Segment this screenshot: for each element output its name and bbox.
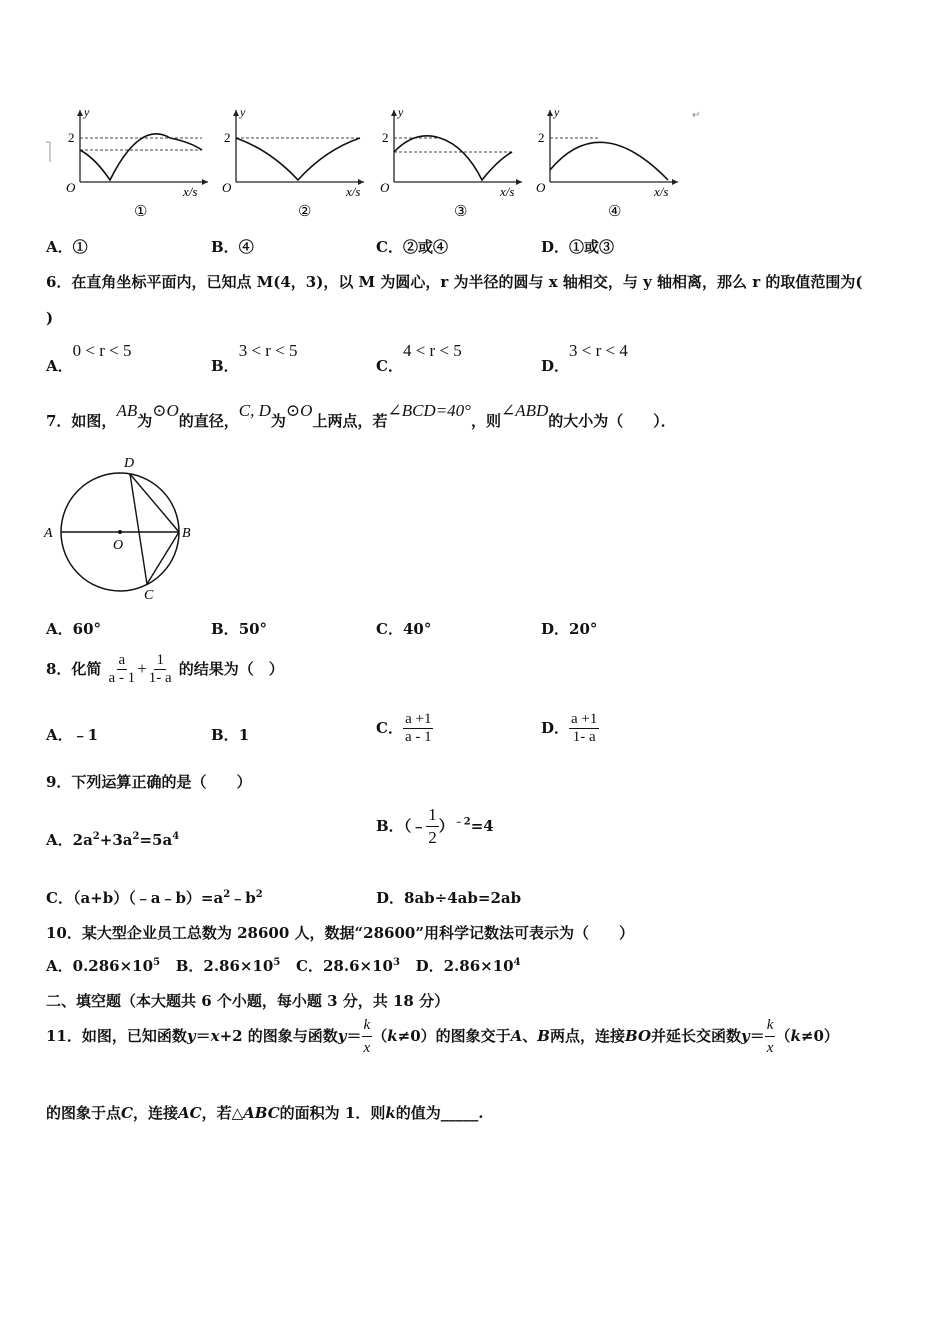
q8-option-d[interactable]: D． $\frac{a +1}{1- a}$ [541,711,598,745]
tick-2-label-1: 2 [68,130,75,145]
label-c: C [144,588,154,603]
q6-option-c[interactable]: C．4 < r < 5 [376,341,462,375]
q10-option-a[interactable]: A．$0.286\times 10^5$ [46,957,161,975]
origin-label-2: O [222,180,232,195]
q7-option-a[interactable]: A．60° [46,620,102,638]
q7-stem: 7．如图，AB为⊙O的直径，C, D为⊙O上两点，若∠BCD=40°，则∠ABD的大小为（ ）． [46,401,676,430]
graph-label-3: ③ [454,204,468,220]
axis-y-label-2: y [240,105,246,119]
q5-graphs [40,100,700,225]
q8-option-c[interactable]: C． $\frac{a +1}{a - 1}$ [376,711,432,745]
q7-figure [40,452,200,616]
section-2-heading: 二、填空题（本大题共 6 个小题，每小题 3 分，共 18 分） [46,992,450,1010]
q7-option-d[interactable]: D．20° [541,620,598,638]
return-mark: ↵ [692,110,700,121]
graph-3 [380,105,522,220]
q9-option-b[interactable]: B．（﹣ $\frac{1}{2}$ ）$^{﹣2}$=4 [376,805,494,847]
graph-label-2: ② [298,204,312,220]
q8-fraction-1: $\frac{a}{a - 1}$ [108,652,136,686]
q6-stem-line2: ) [46,309,54,327]
q9-option-c[interactable]: C．$(a+b)(﹣a﹣b)=a^2﹣b^2$ [46,889,263,907]
label-o: O [113,538,124,553]
tick-2-label-4: 2 [538,130,545,145]
q5-option-d[interactable]: D．①或③ [541,238,615,256]
q5-option-a[interactable]: A．① [46,238,88,256]
q11-fraction-2: $\frac{k}{x}$ [765,1014,776,1059]
tick-2-label-2: 2 [224,130,231,145]
graph-label-4: ④ [608,204,622,220]
q5-graphs-svg [40,100,700,225]
label-a: A [44,526,53,541]
q10-stem: 10．某大型企业员工总数为 28600 人，数据“28600”用科学记数法可表示为（ ） [46,924,634,942]
origin-label-4: O [536,180,546,195]
axis-y-label-1: y [84,105,90,119]
q8-stem: 8．化简 $\frac{a}{a - 1}$ + $\frac{1}{1- a}$ 的结果为（ ） [46,652,284,686]
q10-option-d[interactable]: D．$2.86\times 10^4$ [415,957,521,975]
q6-option-a[interactable]: A．0 < r < 5 [46,341,132,375]
q7-option-c[interactable]: C．40° [376,620,432,638]
q9-stem: 9．下列运算正确的是（ ） [46,773,252,791]
q8-option-b[interactable]: B．1 [211,726,250,744]
q6-stem-line1: 6．在直角坐标平面内，已知点 M(4，3)，以 M 为圆心，r 为半径的圆与 x 轴相交，与 y 轴相离，那么 r 的取值范围为( [46,273,863,291]
q11-line1: 11．如图，已知函数y＝x+2 的图象与函数y＝ $\frac{k}{x}$ （k≠0）的图象交于A、B两点，连接BO并延长交函数y＝ $\frac{k}{x}$ （k≠0） [46,1014,839,1059]
q10-options [46,955,521,976]
q6-option-b[interactable]: B．3 < r < 5 [211,341,298,375]
q5-option-b[interactable]: B．④ [211,238,254,256]
graph-label-1: ① [134,204,148,220]
q8-option-a[interactable]: A．﹣1 [46,726,99,744]
q8-fraction-2: $\frac{1}{1- a}$ [148,652,172,686]
label-b: B [182,526,191,541]
axis-x-label-3: x/s [500,184,515,199]
graph-1 [66,105,208,220]
tick-2-label-3: 2 [382,130,389,145]
axis-y-label-3: y [398,105,404,119]
axis-x-label-2: x/s [346,184,361,199]
axis-x-label-1: x/s [183,184,198,199]
q9-option-d[interactable]: D．8ab÷4ab=2ab [376,889,522,907]
origin-label-1: O [66,180,76,195]
q11-answer-blank[interactable]: 的值为_____. [395,1104,484,1122]
q10-option-b[interactable]: B．$2.86\times 10^5$ [175,957,281,975]
graph-2 [222,105,364,220]
q10-option-c[interactable]: C．$28.6\times 10^3$ [296,957,400,975]
q11-fraction-1: $\frac{k}{x}$ [362,1014,373,1059]
graph-4 [536,105,678,220]
q9-option-a[interactable]: A．$2a^2+3a^2=5a^4$ [46,831,180,849]
q7-option-b[interactable]: B．50° [211,620,268,638]
origin-label-3: O [380,180,390,195]
label-d: D [124,456,135,471]
q5-option-c[interactable]: C．②或④ [376,238,448,256]
q6-option-d[interactable]: D．3 < r < 4 [541,341,628,375]
axis-y-label-4: y [554,105,560,119]
q11-line2: 的图象于点C，连接AC，若△ABC的面积为 1．则k的值为_____. [46,1104,484,1122]
axis-x-label-4: x/s [654,184,669,199]
